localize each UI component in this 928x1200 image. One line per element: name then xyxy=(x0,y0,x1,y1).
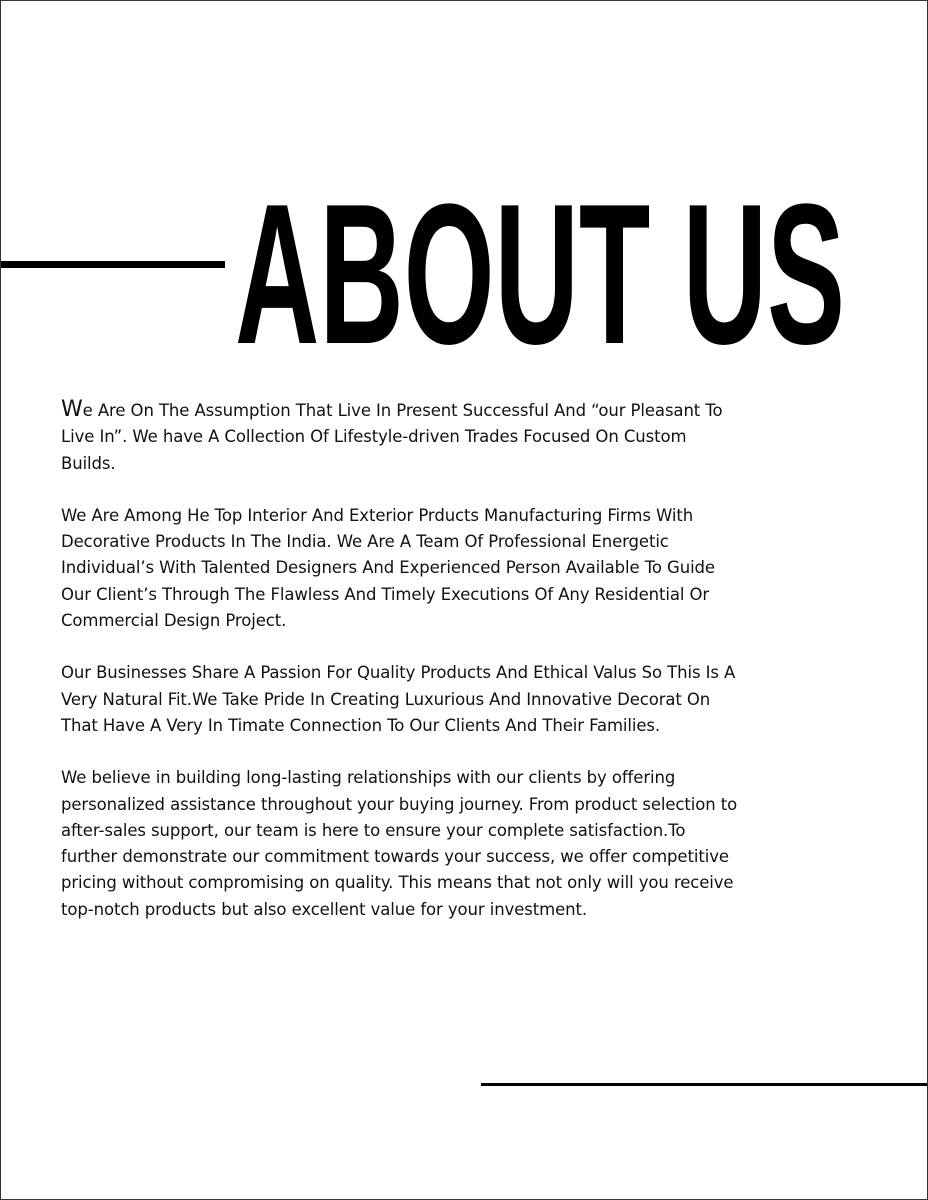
intro-text: e Are On The Assumption That Live In Present Successful And “our Pleasant To Live In”. We have A Collection Of Lifestyle-driven Trades Focused On Custom Builds. xyxy=(61,401,723,473)
paragraph-commitment: We believe in building long-lasting relationships with our clients by offering personalized assistance throughout your buying journey. From product selection to after-sales support, our team is here to ensure your complete satisfaction.To further demonstrate our commitment towards your success, we offer competitive pricing without compromising on quality. This means that not only will you receive top-notch products but also excellent value for your investment. xyxy=(61,768,738,919)
intro-initial-letter: W xyxy=(61,397,83,422)
title-text: ABOUT US xyxy=(235,181,845,351)
paragraph-intro xyxy=(61,397,741,477)
about-body-copy xyxy=(61,397,741,949)
top-left-rule xyxy=(1,261,225,268)
title-svg xyxy=(235,181,875,351)
paragraph-team: We Are Among He Top Interior And Exterior Prducts Manufacturing Firms With Decorative Products In The India. We Are A Team Of Professional Energetic Individual’s With Talented Designers And Experienced Person Available To Guide Our Client’s Through The Flawless And Timely Executions Of Any Residential Or Commercial Design Project. xyxy=(61,505,715,631)
paragraph-values: Our Businesses Share A Passion For Quality Products And Ethical Valus So This Is A Very Natural Fit.We Take Pride In Creating Luxurious And Innovative Decorat On That Have A Very In Timate Connection To Our Clients And Their Families. xyxy=(61,663,736,735)
page-title xyxy=(235,181,875,351)
bottom-right-rule xyxy=(481,1083,927,1086)
